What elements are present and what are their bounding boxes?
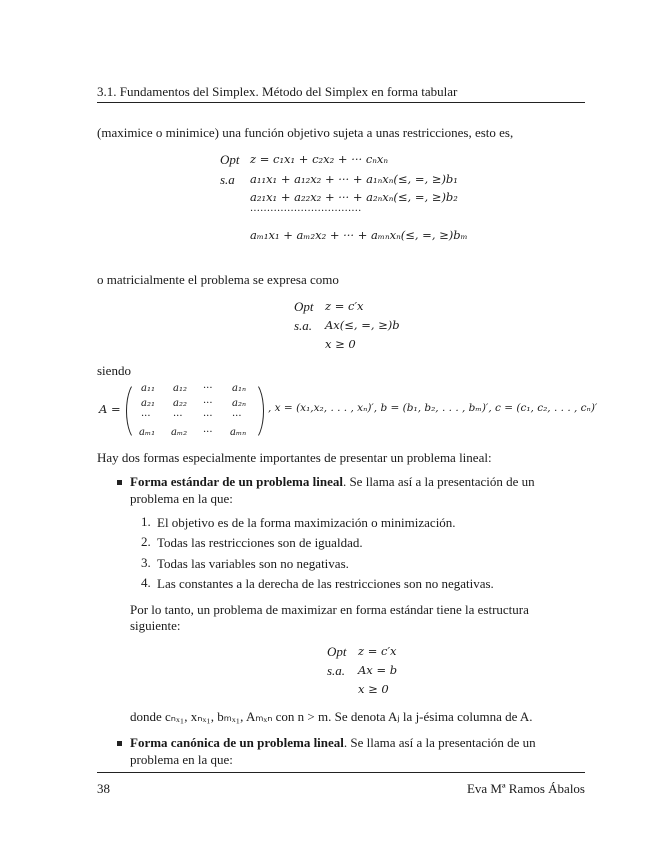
header-rule — [97, 102, 585, 103]
constraint-row: a₂₁x₁ + a₂₂x₂ + ··· + a₂ₙxₙ(≤, =, ≥)b₂ — [250, 190, 458, 204]
footer-rule — [97, 772, 585, 773]
bullet-canonical-line1 — [130, 734, 536, 751]
list-item: Todas las restricciones son de igualdad. — [157, 535, 363, 550]
intro-text: (maximice o minimice) una función objetivo sujeta a unas restricciones, esto es, — [97, 125, 514, 140]
matrix-cell: a₁₂ — [173, 383, 187, 394]
matrix-cell: aₘ₂ — [171, 427, 188, 438]
matrix-cell: a₂₂ — [173, 398, 187, 409]
standard-form-paragraph: Por lo tanto, un problema de maximizar en forma estándar tiene la estructura — [130, 602, 529, 617]
sa-label: s.a. — [327, 663, 346, 678]
canonical-form-text: . Se llama así a la presentación de un — [343, 735, 536, 750]
standard-form-paragraph-cont: siguiente: — [130, 618, 181, 633]
matrix-lhs: A = — [99, 402, 121, 416]
siendo-text: siendo — [97, 363, 131, 378]
opt-label: Opt — [294, 299, 314, 314]
footer-author: Eva Mª Ramos Ábalos — [466, 781, 585, 796]
standard-constraint: Ax = b — [358, 663, 398, 677]
matrix-cell: ··· — [173, 411, 183, 422]
canonical-form-text-cont: problema en la que: — [130, 752, 233, 767]
matrix-cell: ··· — [203, 383, 213, 394]
matrix-constraint: Ax(≤, =, ≥)b — [325, 318, 400, 332]
list-item: El objetivo es de la forma maximización o minimización. — [157, 515, 456, 530]
opt-label: Opt — [327, 644, 347, 659]
constraint-row: a₁₁x₁ + a₁₂x₂ + ··· + a₁ₙxₙ(≤, =, ≥)b₁ — [250, 172, 458, 186]
matrix-intro-text: o matricialmente el problema se expresa como — [97, 272, 339, 287]
standard-nonneg: x ≥ 0 — [358, 682, 389, 696]
matrix-cell: a₁₁ — [141, 383, 155, 394]
list-number: 3. — [141, 555, 151, 570]
sa-label: s.a. — [294, 318, 313, 333]
matrix-cell: a₁ₙ — [232, 383, 247, 394]
list-item: Todas las variables son no negativas. — [157, 556, 349, 571]
standard-objective: z = c′x — [358, 644, 397, 658]
standard-form-text-cont: problema en la que: — [130, 491, 233, 506]
donde-text: donde cₙₓ₁, xₙₓ₁, bₘₓ₁, Aₘₓₙ con n > m. Se denota Aⱼ la j-ésima columna de A. — [130, 709, 533, 724]
matrix-cell: aₘₙ — [230, 427, 247, 438]
objective-function: z = c₁x₁ + c₂x₂ + ··· cₙxₙ — [250, 152, 389, 166]
standard-form-heading: Forma estándar de un problema lineal — [130, 474, 343, 489]
opt-label: Opt — [220, 152, 240, 167]
nonneg-constraint: x ≥ 0 — [325, 337, 356, 351]
bullet-standard-line1 — [130, 473, 535, 490]
matrix-cell: ··· — [203, 398, 213, 409]
vector-definitions: , x = (x₁,x₂, . . . , xₙ)′, b = (b₁, b₂, . . . , bₘ)′, c = (c₁, c₂, . . . , cₙ)′ — [268, 402, 598, 414]
list-number: 4. — [141, 575, 151, 590]
constraint-row: aₘ₁x₁ + aₘ₂x₂ + ··· + aₘₙxₙ(≤, =, ≥)bₘ — [250, 228, 468, 242]
bullet-marker — [117, 480, 122, 485]
matrix-cell: ··· — [141, 411, 151, 422]
matrix-cell: a₂₁ — [141, 398, 155, 409]
matrix-cell: ··· — [203, 427, 213, 438]
constraint-ellipsis-row: ································· — [250, 206, 362, 217]
running-header: 3.1. Fundamentos del Simplex. Método del Simplex en forma tabular — [97, 84, 458, 99]
matrix-cell: ··· — [232, 411, 242, 422]
list-number: 1. — [141, 514, 151, 529]
two-forms-text: Hay dos formas especialmente importantes de presentar un problema lineal: — [97, 450, 492, 465]
page-number: 38 — [97, 781, 110, 796]
bullet-marker — [117, 741, 122, 746]
matrix-objective: z = c′x — [325, 299, 364, 313]
list-item: Las constantes a la derecha de las restricciones son no negativas. — [157, 576, 494, 591]
matrix-cell: aₘ₁ — [139, 427, 156, 438]
matrix-cell: a₂ₙ — [232, 398, 247, 409]
standard-form-text: . Se llama así a la presentación de un — [342, 474, 535, 489]
sa-label: s.a — [220, 172, 235, 187]
canonical-form-heading: Forma canónica de un problema lineal — [130, 735, 344, 750]
matrix-cell: ··· — [203, 411, 213, 422]
list-number: 2. — [141, 534, 151, 549]
